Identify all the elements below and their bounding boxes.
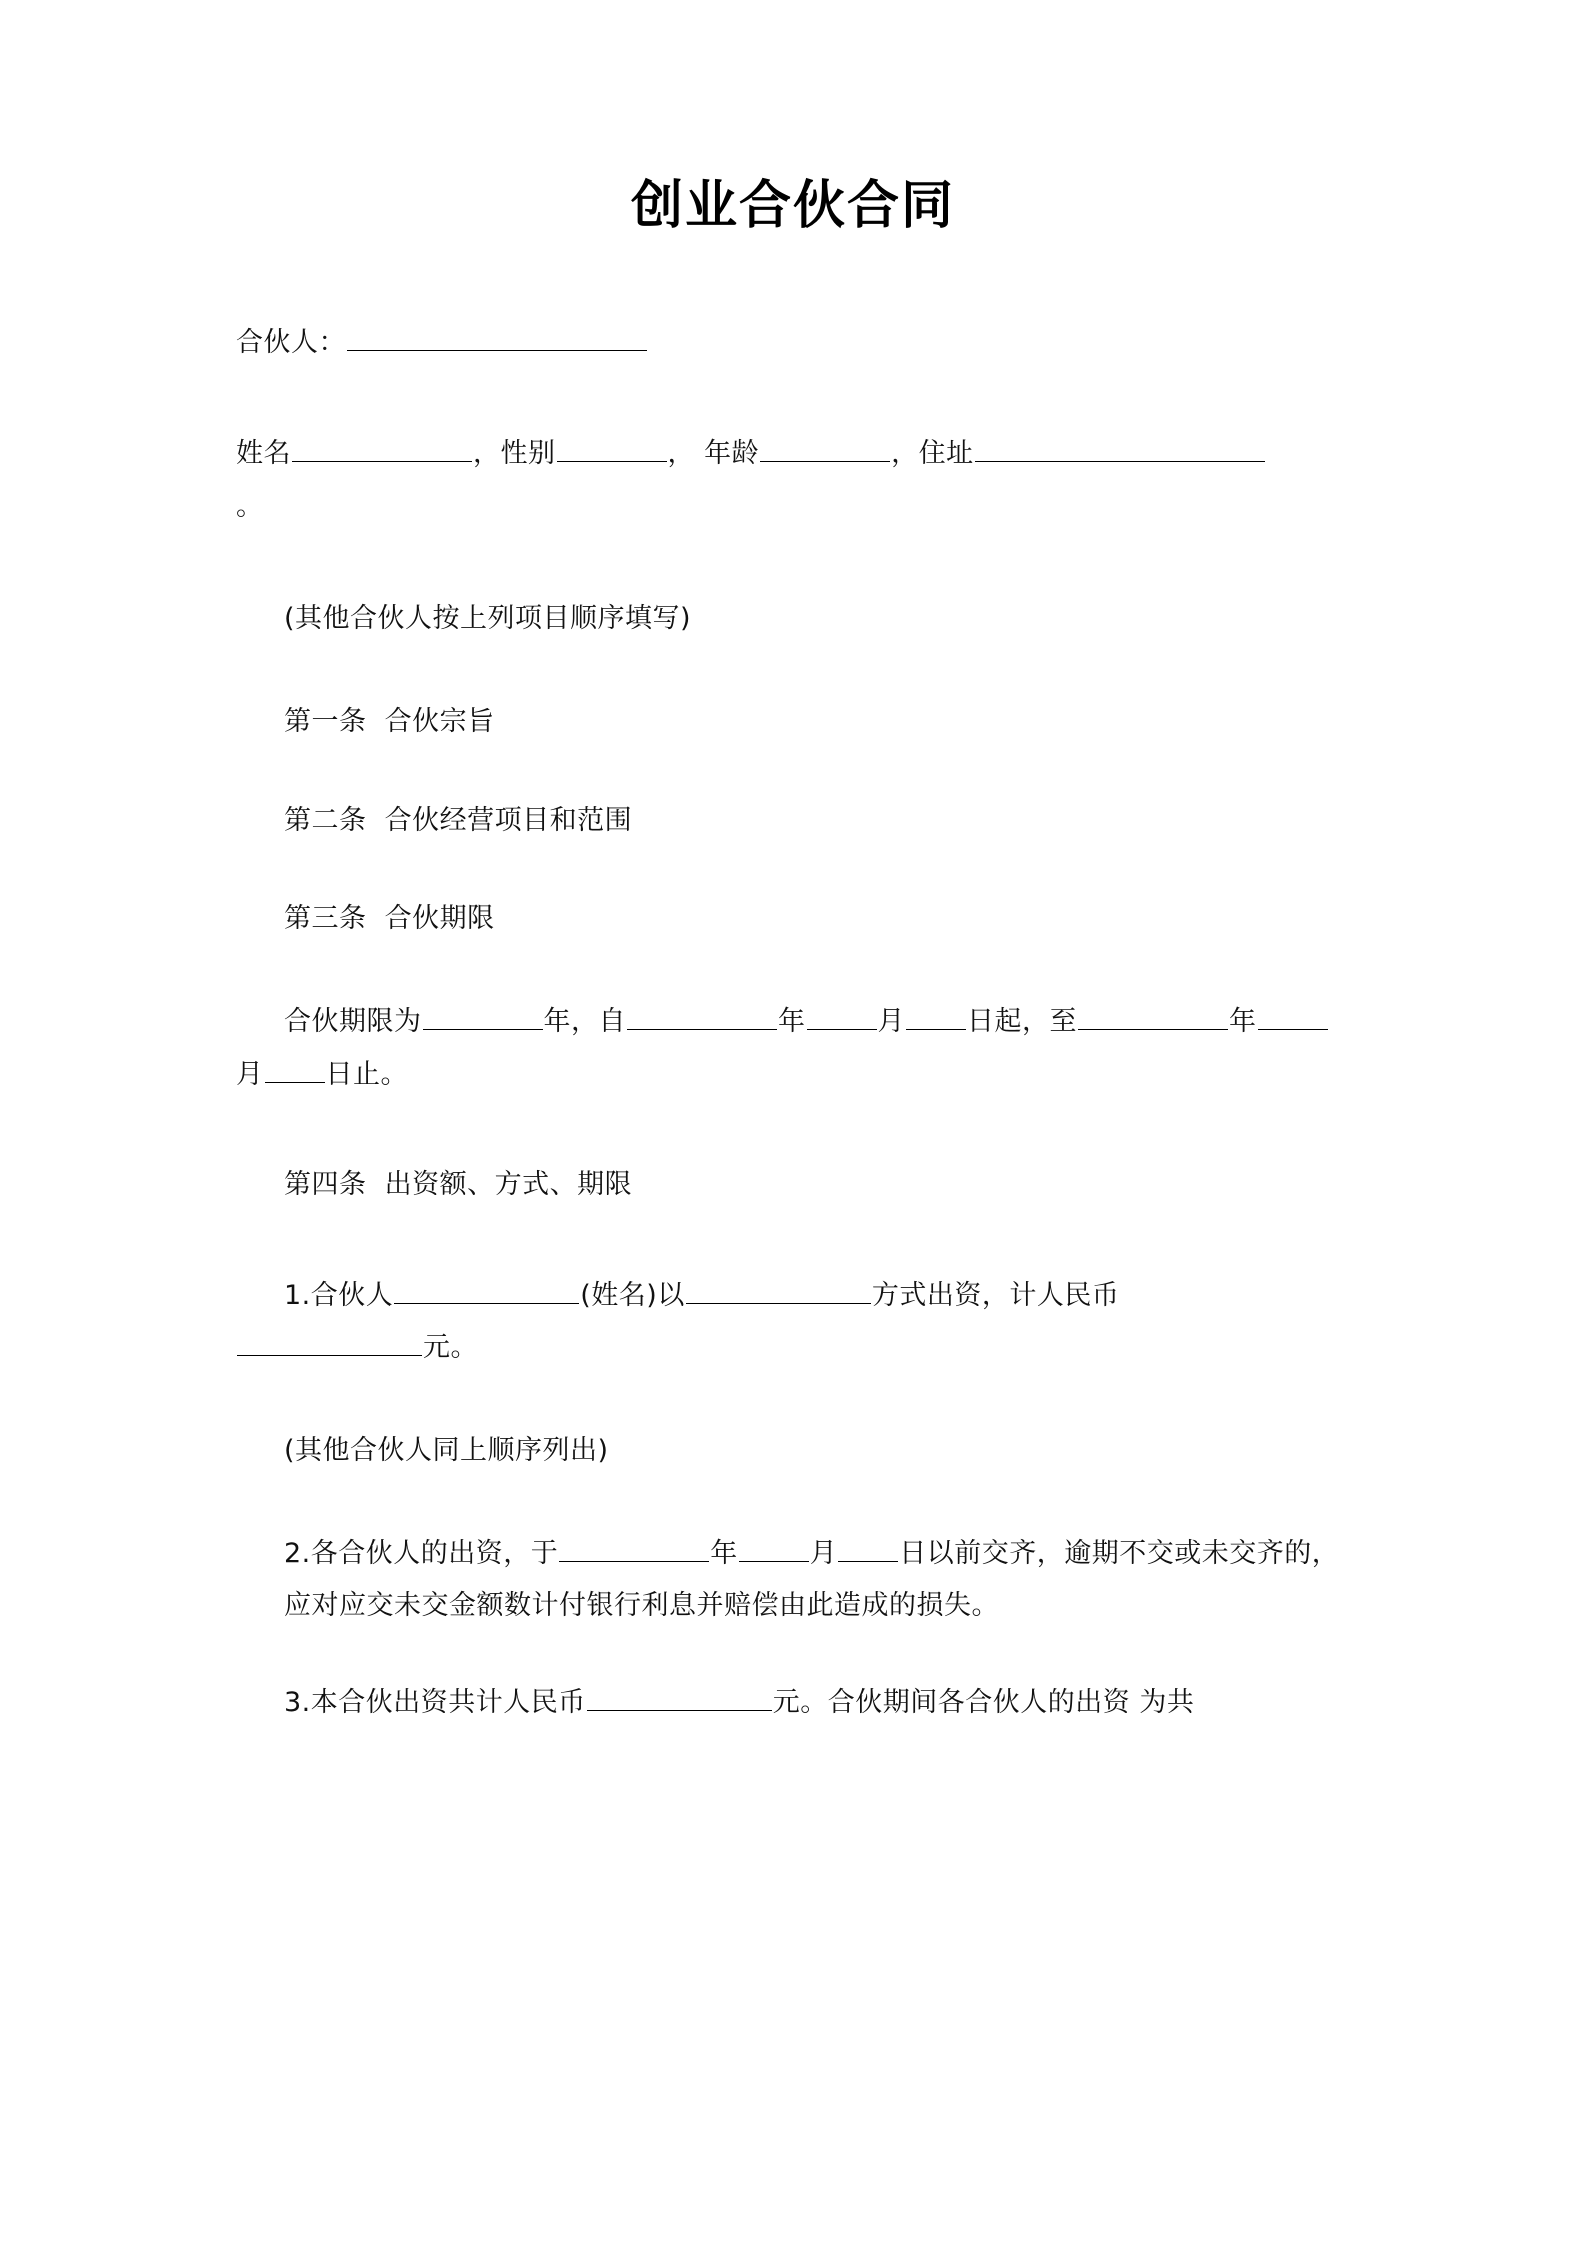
age-blank [760,430,890,462]
term-label-2: 年，自 [543,1005,626,1037]
item-1-line-cont [236,1322,1364,1375]
note-other-partners: (其他合伙人按上列项目顺序填写) [284,603,692,635]
gender-blank [557,430,667,462]
term-line [236,996,1364,1049]
item-1-amount-blank [237,1324,422,1356]
term-end-month-blank [1258,998,1328,1030]
note-list-other-partners: (其他合伙人同上顺序列出) [284,1435,609,1467]
age-label: ， 年龄 [667,438,760,470]
partner-blank [347,319,647,351]
article-3 [236,893,1364,946]
item-1-name-blank [394,1272,579,1304]
item-2-year-blank [559,1530,709,1562]
term-start-day-blank [906,998,966,1030]
item-1-label-3: 方式出资，计人民币 [871,1279,1120,1311]
item-3-label-1: 3.本合伙出资共计人民币 [284,1687,586,1718]
item-2-line [236,1528,1364,1633]
term-label-3: 年 [778,1005,806,1037]
gender-label: ，性别 [473,438,556,470]
item-2-day-blank [838,1530,898,1562]
partner-line [236,317,1364,370]
article-2-num: 第二条 [284,804,367,836]
item-1-method-blank [686,1272,871,1304]
item-2-label-1: 2.各合伙人的出资，于 [284,1537,559,1569]
item-3-amount-blank [587,1679,772,1711]
article-2-title: 合伙经营项目和范围 [384,804,633,836]
term-end-year-blank [1078,998,1228,1030]
page-title: 创业合伙合同 [630,176,955,236]
name-label: 姓名 [236,438,291,470]
item-1-label-4: 元。 [423,1332,478,1364]
item-1-label-1: 1.合伙人 [284,1279,394,1311]
term-label-1: 合伙期限为 [284,1005,422,1037]
item-2-label-2: 年 [710,1537,738,1569]
personal-info-end: 。 [236,490,264,522]
article-2 [236,795,1364,848]
term-start-year-blank [627,998,777,1030]
article-1 [236,696,1364,749]
partner-label: 合伙人： [236,327,346,359]
article-4-title: 出资额、方式、期限 [384,1169,633,1201]
item-3-line [236,1677,1364,1730]
name-blank [292,430,472,462]
term-years-blank [423,998,543,1030]
item-2-label-3: 月 [809,1537,838,1569]
item-2-month-blank [739,1530,809,1562]
personal-info-line [236,428,1364,481]
term-start-month-blank [807,998,877,1030]
item-2-label-4: 日以前交齐，逾期不交或未交齐的，应对应交未交金额数计付银行利息并赔偿由此造成的损失。 [284,1537,1340,1622]
article-3-num: 第三条 [284,903,367,935]
term-line-cont [236,1049,1364,1102]
address-blank [975,430,1265,462]
article-1-num: 第一条 [284,705,367,737]
term-label-6: 年 [1229,1005,1257,1037]
term-label-7: 月 [236,1058,264,1090]
term-label-8: 日止。 [325,1058,408,1090]
item-3-label-2: 元。合伙期间各合伙人的出资 为共 [772,1687,1195,1718]
term-label-5: 日起，至 [967,1005,1077,1037]
term-label-4: 月 [877,1005,905,1037]
article-4-num: 第四条 [284,1169,367,1201]
article-1-title: 合伙宗旨 [384,705,495,737]
term-end-day-blank [265,1050,325,1082]
item-1-line [236,1270,1364,1323]
item-1-label-2: (姓名)以 [580,1279,685,1311]
article-4 [236,1159,1364,1212]
address-label: ，住址 [891,438,974,470]
document-body [0,237,1586,1729]
article-3-title: 合伙期限 [384,903,495,935]
